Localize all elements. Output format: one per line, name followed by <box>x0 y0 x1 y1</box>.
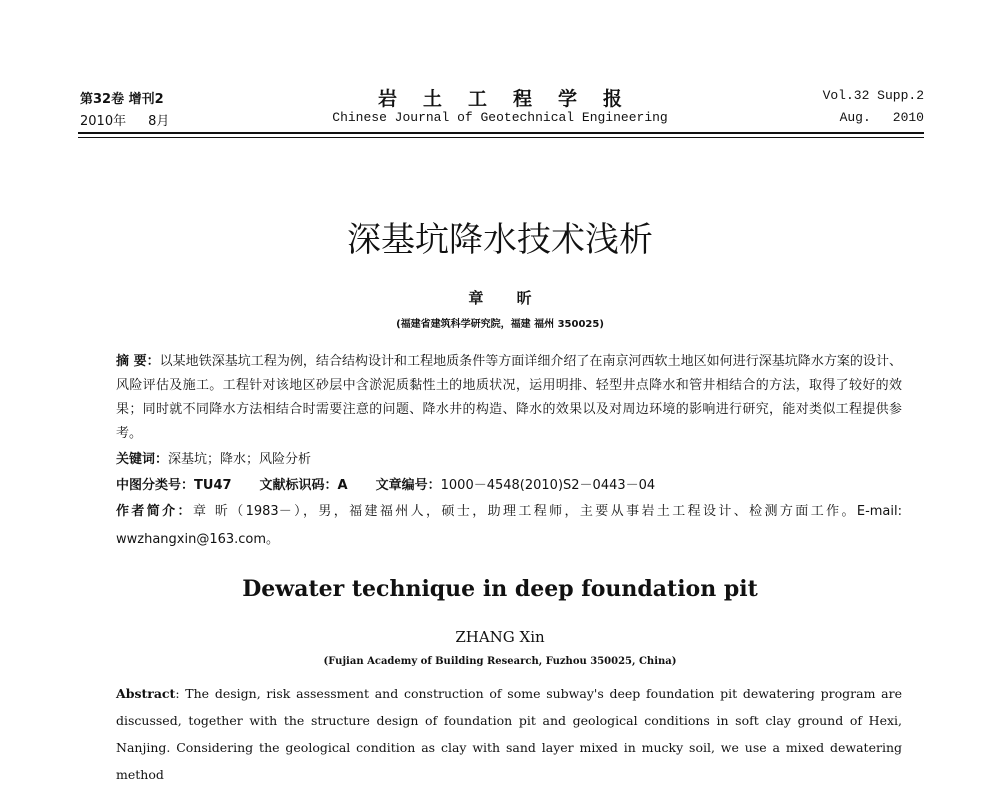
affiliation-cn: (福建省建筑科学研究院，福建 福州 350025) <box>396 319 604 330</box>
journal-title-en: Chinese Journal of Geotechnical Engineering <box>332 110 668 125</box>
doc-code-value: A <box>337 478 348 493</box>
month-cn: 8月 <box>148 114 170 129</box>
year-cn: 2010年 <box>80 114 127 129</box>
author-en: ZHANG Xin <box>455 628 545 646</box>
keywords-cn <box>116 448 311 467</box>
article-no-value: 1000－4548(2010)S2－0443－04 <box>440 478 656 493</box>
abstract-en-label: Abstract <box>116 686 176 701</box>
class-label: 中图分类号： <box>116 478 195 493</box>
author-bio-cn <box>116 498 902 554</box>
abstract-cn-text: 以某地铁深基坑工程为例，结合结构设计和工程地质条件等方面详细介绍了在南京河西软土地区如何进行深基坑降水方案的设计、风险评估及施工。工程针对该地区砂层中含淤泥质黏性土的地质状况，运用明排、轻型井点降水和管井相结合的方法，取得了较好的效果；同时就不同降水方法相结合时需要注意的问题、降水井的构造、降水的效果以及对周边环境的影响进行研究，能对类似工程提供参考。 <box>116 354 902 441</box>
class-value: TU47 <box>194 478 232 493</box>
author-cn: 章 昕 <box>468 289 546 307</box>
header-rule-thick <box>78 132 924 134</box>
year-en: 2010 <box>892 110 924 125</box>
bio-label: 作者简介： <box>116 504 193 519</box>
bio-text: 章 昕（1983－），男，福建福州人，硕士，助理工程师，主要从事岩土工程设计、检测方面工作。E-mail: wwzhangxin@163.com。 <box>116 504 902 547</box>
doc-code-label: 文献标识码： <box>259 478 338 493</box>
date-en <box>840 110 924 125</box>
abstract-cn <box>116 350 902 446</box>
affiliation-en: (Fujian Academy of Building Research, Fuzhou 350025, China) <box>323 656 677 667</box>
classification-line <box>116 474 655 493</box>
volume-en: Vol.32 Supp.2 <box>822 88 924 103</box>
keywords-cn-label: 关键词： <box>116 452 169 467</box>
month-en: Aug. <box>839 110 871 125</box>
header-rule-thin <box>78 137 924 138</box>
keywords-cn-text: 深基坑；降水；风险分析 <box>168 452 312 467</box>
journal-title-cn: 岩土工程学报 <box>377 88 648 110</box>
abstract-en <box>116 680 902 788</box>
abstract-cn-label: 摘 要： <box>116 354 160 369</box>
article-title-cn: 深基坑降水技术浅析 <box>347 220 653 260</box>
abstract-en-text: : The design, risk assessment and construction of some subway's deep foundation pit dewatering program are discussed, together with the structure design of foundation pit and geological conditions in soft clay ground of Hexi, Nanjing. Considering the geological condition as clay with sand layer mixed in mucky soil, we use a mixed dewatering method <box>116 686 902 782</box>
article-title-en: Dewater technique in deep foundation pit <box>242 576 758 602</box>
article-no-label: 文章编号： <box>375 478 441 493</box>
volume-cn: 第32卷 增刊2 <box>80 92 164 107</box>
